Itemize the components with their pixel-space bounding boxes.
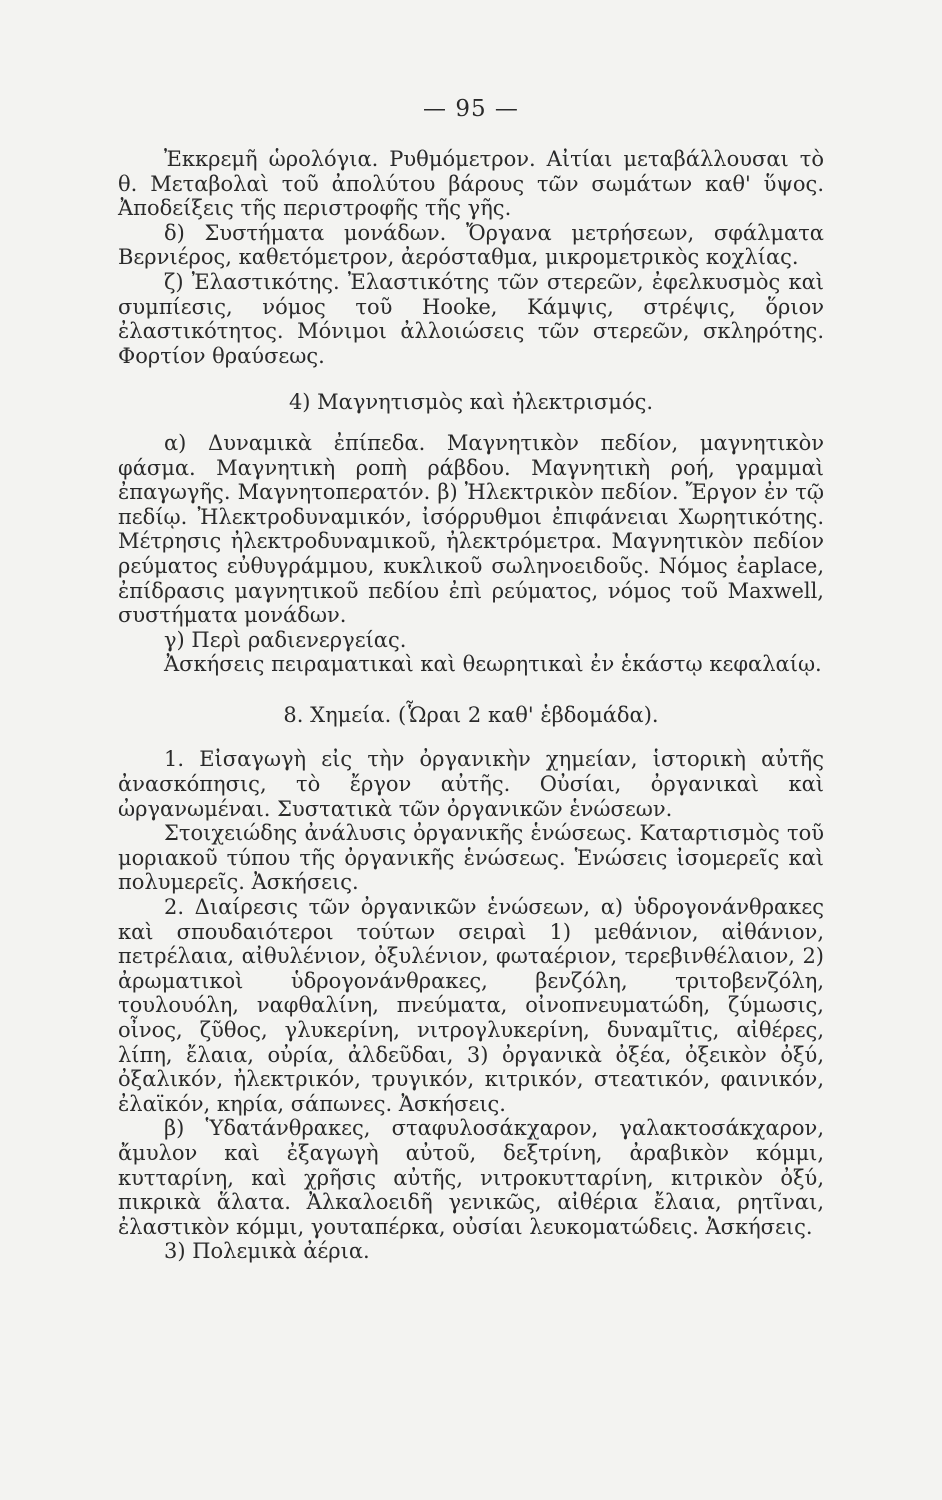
section-heading: 8. Χημεία. (Ὧραι 2 καθ' ἑβδομάδα). bbox=[283, 702, 659, 727]
paragraph: α) Δυναμικὰ ἐπίπεδα. Μαγνητικὸν πεδίον, μαγνητικὸν φάσμα. Μαγνητικὴ ροπὴ ράβδου. Μαγνητικὴ ροή, γραμμαὶ ἐπαγωγῆς. Μαγνητοπερατόν. β) Ἠλεκτρικὸν πεδίον. Ἔργον ἐν τῷ πεδίῳ. Ἠλεκτροδυναμικόν, ἰσόρρυθμοι ἐπιφάνειαι Χωρητικότης. Μέτρησις ἠλεκτροδυναμικοῦ, ἠλεκτρόμετρα. Μαγνητικὸν πεδίον ρεύματος εὐθυγράμμου, κυκλικοῦ σωληνοειδοῦς. Νόμος ἐaplace, ἐπίδρασις μαγνητικοῦ πεδίου ἐπὶ ρεύματος, νόμος τοῦ Maxwell, συστήματα μονάδων. bbox=[118, 430, 824, 628]
paragraph: 1. Εἰσαγωγὴ εἰς τὴν ὀργανικὴν χημείαν, ἱστορικὴ αὐτῆς ἀνασκόπησις, τὸ ἔργον αὐτῆς. Οὐσίαι, ὀργανικαὶ καὶ ὠργανωμέναι. Συστατικὰ τῶν ὀργανικῶν ἑνώσεων. bbox=[118, 747, 824, 821]
text-column bbox=[118, 147, 824, 1264]
paragraph: ζ) Ἐλαστικότης. Ἐλαστικότης τῶν στερεῶν, ἐφελκυσμὸς καὶ συμπίεσις, νόμος τοῦ Hooke, Κάμψις, στρέψις, ὅριον ἐλαστικότητος. Μόνιμοι ἀλλοιώσεις τῶν στερεῶν, σκληρότης. Φορτίον θραύσεως. bbox=[118, 269, 824, 368]
section-heading: 4) Μαγνητισμὸς καὶ ἠλεκτρισμός. bbox=[288, 390, 654, 415]
paragraph: 3) Πολεμικὰ ἀέρια. bbox=[164, 1239, 370, 1264]
paragraph: β) Ὑδατάνθρακες, σταφυλοσάκχαρον, γαλακτοσάκχαρον, ἄμυλον καὶ ἐξαγωγὴ αὐτοῦ, δεξτρίνη, ἀραβικὸν κόμμι, κυτταρίνη, καὶ χρῆσις αὐτῆς, νιτροκυτταρίνη, κιτρικὸν ὀξύ, πικρικὰ ἅλατα. Ἀλκαλοειδῆ γενικῶς, αἰθέρια ἔλαια, ρητῖναι, ἐλαστικὸν κόμμι, γουταπέρκα, οὐσίαι λευκοματώδεις. Ἀσκήσεις. bbox=[118, 1116, 824, 1239]
paragraph: 2. Διαίρεσις τῶν ὀργανικῶν ἑνώσεων, α) ὑδρογονάνθρακες καὶ σπουδαιότεροι τούτων σειραὶ 1) μεθάνιον, αἰθάνιον, πετρέλαια, αἰθυλένιον, ὀξυλένιον, φωταέριον, τερεβινθέλαιον, 2) ἀρωματικοὶ ὑδρογονάνθρακες, βενζόλη, τριτοβενζόλη, τουλουόλη, ναφθαλίνη, πνεύματα, οἰνοπνευματώδη, ζύμωσις, οἶνος, ζῦθος, γλυκερίνη, νιτρογλυκερίνη, δυναμῖτις, αἰθέρες, λίπη, ἔλαια, οὐρία, ἀλδεῦδαι, 3) ὀργανικὰ ὀξέα, ὀξεικὸν ὀξύ, ὀξαλικόν, ἠλεκτρικόν, τρυγικόν, κιτρικόν, στεατικόν, φαινικόν, ἐλαϊκόν, κηρία, σάπωνες. Ἀσκήσεις. bbox=[118, 895, 824, 1116]
paragraph: Ἀσκήσεις πειραματικαὶ καὶ θεωρητικαὶ ἐν ἑκάστῳ κεφαλαίῳ. bbox=[164, 652, 822, 677]
paragraph: γ) Περὶ ραδιενεργείας. bbox=[164, 627, 407, 652]
paragraph: δ) Συστήματα μονάδων. Ὄργανα μετρήσεων, σφάλματα Βερνιέρος, καθετόμετρον, ἀερόσταθμα, μικρομετρικὸς κοχλίας. bbox=[118, 220, 824, 270]
paragraph: Ἐκκρεμῆ ὡρολόγια. Ρυθμόμετρον. Αἰτίαι μεταβάλλουσαι τὸ θ. Μεταβολαὶ τοῦ ἀπολύτου βάρους τῶν σωμάτων καθ' ὕψος. Ἀποδείξεις τῆς περιστροφῆς τῆς γῆς. bbox=[118, 147, 824, 221]
paragraph: Στοιχειώδης ἀνάλυσις ὀργανικῆς ἑνώσεως. Καταρτισμὸς τοῦ μοριακοῦ τύπου τῆς ὀργανικῆς ἑνώσεως. Ἑνώσεις ἰσομερεῖς καὶ πολυμερεῖς. Ἀσκήσεις. bbox=[118, 821, 824, 895]
page-number: — 95 — bbox=[423, 96, 519, 122]
